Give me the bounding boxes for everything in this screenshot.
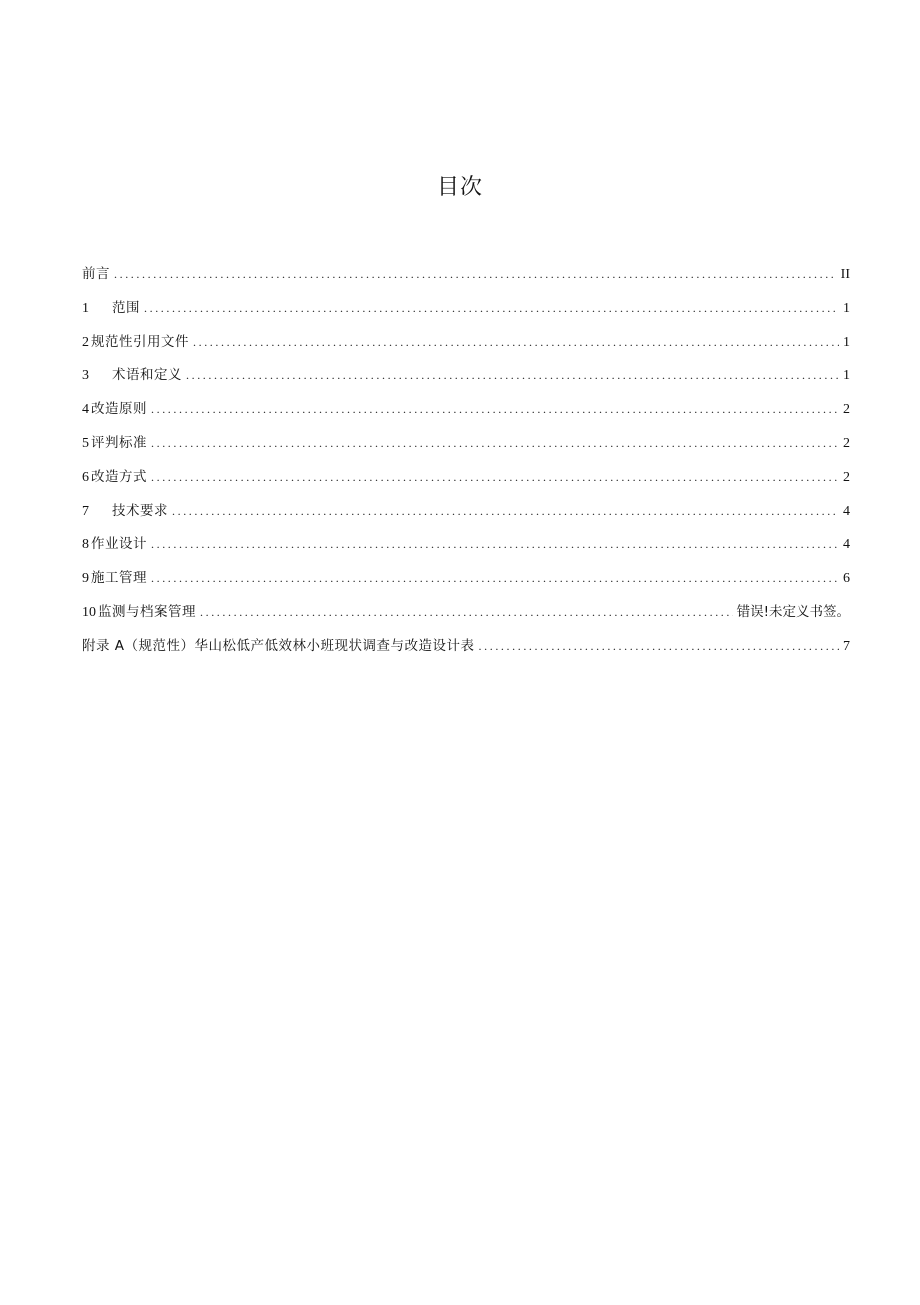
toc-dot-leader xyxy=(151,402,839,417)
toc-entry-title: 术语和定义 xyxy=(112,367,182,384)
toc-entry-title: 范围 xyxy=(112,299,140,316)
toc-dot-leader xyxy=(151,571,839,586)
toc-entry-number: 9 xyxy=(82,571,89,587)
toc-entry-label xyxy=(82,532,147,553)
toc-entry-label xyxy=(82,600,196,621)
toc-entry-page: 1 xyxy=(843,368,850,384)
toc-entry-number: 10 xyxy=(82,604,96,620)
toc-entry-10[interactable] xyxy=(82,600,850,634)
toc-entry-number: 7 xyxy=(82,503,89,519)
toc-dot-leader xyxy=(172,504,839,519)
toc-entry-title: 施工管理 xyxy=(91,570,147,587)
toc-entry-7[interactable] xyxy=(82,499,850,533)
toc-dot-leader xyxy=(186,368,839,383)
toc-entry-label xyxy=(82,634,475,655)
toc-entry-title: 前言 xyxy=(82,266,110,282)
toc-entry-6[interactable] xyxy=(82,465,850,499)
toc-entry-5[interactable] xyxy=(82,431,850,465)
toc-entry-label xyxy=(82,566,147,587)
toc-entry-label xyxy=(82,465,147,486)
toc-entry-page: 1 xyxy=(843,300,850,316)
toc-entry-1[interactable] xyxy=(82,296,850,330)
toc-entry-page: 1 xyxy=(843,334,850,350)
toc-entry-9[interactable] xyxy=(82,566,850,600)
toc-entry-number: 6 xyxy=(82,469,89,485)
toc-entry-8[interactable] xyxy=(82,532,850,566)
toc-entry-number: 4 xyxy=(82,402,89,418)
toc-entry-label xyxy=(82,363,182,384)
toc-dot-leader xyxy=(200,605,733,620)
toc-entry-page: 6 xyxy=(843,571,850,587)
toc-entry-label xyxy=(82,296,140,317)
toc-entry-appendix-a[interactable] xyxy=(82,634,850,668)
toc-dot-leader xyxy=(151,470,839,485)
toc-dot-leader xyxy=(193,335,839,350)
toc-entry-title: 评判标准 xyxy=(91,434,147,451)
toc-entry-page: 2 xyxy=(843,402,850,418)
toc-dot-leader xyxy=(479,639,839,654)
toc-entry-title: 监测与档案管理 xyxy=(98,603,196,620)
toc-entry-2[interactable] xyxy=(82,330,850,364)
toc-entry-number: 5 xyxy=(82,435,89,451)
toc-entry-title: 规范性引用文件 xyxy=(91,333,189,350)
page-title: 目次 xyxy=(436,175,483,200)
toc-entry-page: 2 xyxy=(843,435,850,451)
toc-entry-4[interactable] xyxy=(82,397,850,431)
toc-entry-label xyxy=(82,431,147,452)
toc-entry-title: 附录 A（规范性）华山松低产低效林小班现状调查与改造设计表 xyxy=(82,637,475,654)
toc-entry-number: 8 xyxy=(82,537,89,553)
toc-entry-title: 改造原则 xyxy=(91,401,147,418)
toc-entry-label xyxy=(82,397,147,418)
toc-entry-label xyxy=(82,499,168,520)
toc-entry-number: 2 xyxy=(82,334,89,350)
table-of-contents xyxy=(82,262,850,668)
toc-entry-page: 4 xyxy=(843,503,850,519)
toc-entry-title: 改造方式 xyxy=(91,468,147,485)
toc-entry-number: 1 xyxy=(82,300,89,316)
toc-dot-leader xyxy=(151,436,839,451)
toc-entry-3[interactable] xyxy=(82,363,850,397)
toc-entry-page: 7 xyxy=(843,638,850,654)
toc-entry-label xyxy=(82,330,189,351)
toc-entry-preface[interactable] xyxy=(82,262,850,296)
toc-entry-title: 技术要求 xyxy=(112,502,168,519)
toc-entry-page: 2 xyxy=(843,469,850,485)
toc-entry-page: 4 xyxy=(843,537,850,553)
toc-entry-page: II xyxy=(840,267,850,282)
toc-dot-leader xyxy=(144,301,839,316)
toc-dot-leader xyxy=(114,267,837,282)
toc-entry-page-error: 错误!未定义书签。 xyxy=(736,603,850,620)
toc-entry-number: 3 xyxy=(82,368,89,384)
toc-entry-label xyxy=(82,262,110,283)
toc-dot-leader xyxy=(151,537,839,552)
toc-entry-title: 作业设计 xyxy=(91,536,147,553)
